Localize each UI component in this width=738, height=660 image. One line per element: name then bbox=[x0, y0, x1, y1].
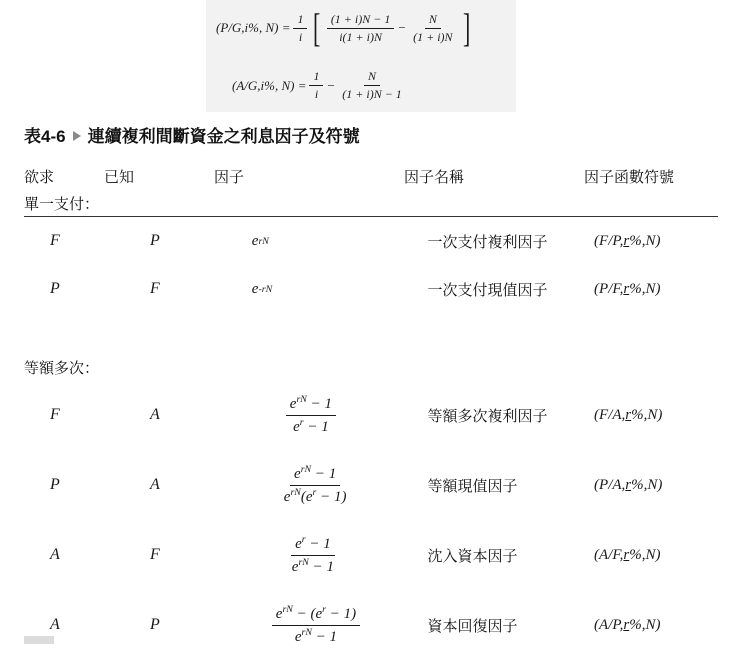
formula-p-over-g-open-bracket: [ bbox=[313, 5, 321, 50]
table-row bbox=[24, 450, 718, 520]
cell-factor-name: 等額多次複利因子 bbox=[427, 407, 548, 425]
formula-p-over-g bbox=[216, 5, 473, 50]
triangle-icon bbox=[73, 131, 81, 141]
formula-p-over-g-close-bracket: ] bbox=[462, 5, 470, 50]
cell-known: A bbox=[150, 476, 160, 493]
formula-a-over-g-leading-denominator: i bbox=[314, 87, 319, 101]
formula-a-over-g-minus: − bbox=[326, 77, 336, 93]
formula-p-over-g-leading-fraction bbox=[293, 12, 307, 45]
formula-p-over-g-minus: − bbox=[397, 20, 407, 35]
cell-factor-name: 一次支付複利因子 bbox=[427, 233, 548, 251]
section-label-single-payment: 單一支付： bbox=[24, 196, 100, 213]
formula-a-over-g-leading-fraction bbox=[309, 69, 323, 102]
cell-want: A bbox=[50, 546, 60, 563]
cell-factor bbox=[252, 281, 428, 298]
cell-factor-name: 沈入資本因子 bbox=[427, 547, 518, 565]
formula-a-over-g bbox=[232, 69, 409, 102]
formula-a-over-g-lhs: (A/G,i%, N) = bbox=[232, 77, 307, 93]
formula-p-over-g-fraction-2-numerator: N bbox=[425, 12, 441, 29]
table-header-row bbox=[24, 166, 718, 191]
cell-factor-exponent: rN bbox=[258, 235, 269, 247]
cell-factor-numerator: $e^r - 1$ bbox=[291, 534, 335, 556]
formula-p-over-g-fraction-1 bbox=[327, 12, 395, 45]
formula-p-over-g-fraction-2-denominator: (1 + i)N bbox=[413, 29, 453, 44]
cell-factor bbox=[252, 464, 428, 507]
formula-p-over-g-leading-denominator: i bbox=[298, 29, 303, 44]
cell-factor-symbol: ( F/A, r %,N) bbox=[594, 406, 663, 423]
cell-factor-symbol: ( P/F, r %,N) bbox=[594, 280, 661, 297]
table-row bbox=[24, 590, 718, 660]
cell-known: F bbox=[150, 546, 160, 563]
cell-factor-name: 等額現值因子 bbox=[427, 477, 518, 495]
formula-a-over-g-fraction bbox=[338, 69, 406, 102]
column-header-factor: 因子 bbox=[214, 169, 245, 186]
cell-known: P bbox=[150, 616, 160, 633]
table-row bbox=[24, 217, 718, 265]
cell-factor-numerator: $e^{rN} - (e^r - 1)$ bbox=[272, 604, 360, 626]
cell-factor bbox=[252, 394, 428, 437]
formula-a-over-g-fraction-denominator: (1 + i)N − 1 bbox=[342, 87, 402, 101]
cell-factor bbox=[252, 233, 428, 250]
section-gap bbox=[24, 313, 718, 355]
cell-factor-symbol: ( F/P, r %,N) bbox=[594, 232, 661, 249]
formula-p-over-g-lhs: (P/G,i%, N) = bbox=[216, 20, 291, 35]
cell-factor-numerator: $e^{rN} - 1$ bbox=[286, 394, 336, 416]
cell-factor-numerator: $e^{rN} - 1$ bbox=[290, 464, 340, 486]
cell-factor-denominator: $e^{rN} - 1$ bbox=[291, 556, 334, 575]
cell-want: F bbox=[50, 406, 60, 423]
formula-p-over-g-leading-numerator: 1 bbox=[293, 12, 307, 29]
column-header-factor-symbol: 因子函數符號 bbox=[584, 169, 675, 186]
cell-known: P bbox=[150, 232, 160, 249]
table-row bbox=[24, 380, 718, 450]
cell-want: P bbox=[50, 476, 60, 493]
column-header-want: 欲求 bbox=[24, 169, 55, 186]
cell-factor bbox=[252, 604, 428, 647]
cell-want: A bbox=[50, 616, 60, 633]
cell-factor-denominator: $e^{rN}(e^r - 1)$ bbox=[283, 486, 347, 505]
table-number: 表4-6 bbox=[24, 127, 66, 146]
table-row bbox=[24, 520, 718, 590]
formula-p-over-g-fraction-1-denominator: i(1 + i)N bbox=[339, 29, 382, 44]
formula-a-over-g-fraction-numerator: N bbox=[364, 69, 380, 86]
cell-want: P bbox=[50, 280, 60, 297]
formula-p-over-g-fraction-1-numerator: (1 + i)N − 1 bbox=[327, 12, 395, 29]
formula-block bbox=[206, 0, 516, 112]
interest-factor-table bbox=[24, 166, 718, 660]
cell-factor-denominator: $e^r - 1$ bbox=[293, 416, 329, 435]
cell-factor-name: 資本回復因子 bbox=[427, 617, 518, 635]
table-row bbox=[24, 265, 718, 313]
cell-known: A bbox=[150, 406, 160, 423]
cell-want: F bbox=[50, 232, 60, 249]
table-title: 連續複利間斷資金之利息因子及符號 bbox=[87, 127, 360, 146]
page-bottom-edge bbox=[24, 636, 54, 644]
cell-factor-exponent: -rN bbox=[258, 283, 273, 295]
column-header-known: 已知 bbox=[104, 169, 135, 186]
cell-factor-denominator: $e^{rN} - 1$ bbox=[294, 626, 338, 645]
cell-factor-symbol: ( A/F, r %,N) bbox=[594, 546, 661, 563]
cell-factor-symbol: ( P/A, r %,N) bbox=[594, 476, 663, 493]
section-label-equal-series: 等額多次： bbox=[24, 360, 100, 377]
formula-a-over-g-leading-numerator: 1 bbox=[309, 69, 323, 86]
cell-factor-name: 一次支付現值因子 bbox=[427, 281, 548, 299]
cell-factor-symbol: ( A/P, r %,N) bbox=[594, 616, 661, 633]
column-header-factor-name: 因子名稱 bbox=[404, 169, 465, 186]
cell-factor-base: e bbox=[251, 280, 259, 297]
table-caption bbox=[24, 122, 360, 147]
cell-factor bbox=[252, 534, 428, 577]
cell-known: F bbox=[150, 280, 160, 297]
formula-p-over-g-fraction-2 bbox=[409, 12, 456, 45]
cell-factor-base: e bbox=[251, 232, 259, 249]
